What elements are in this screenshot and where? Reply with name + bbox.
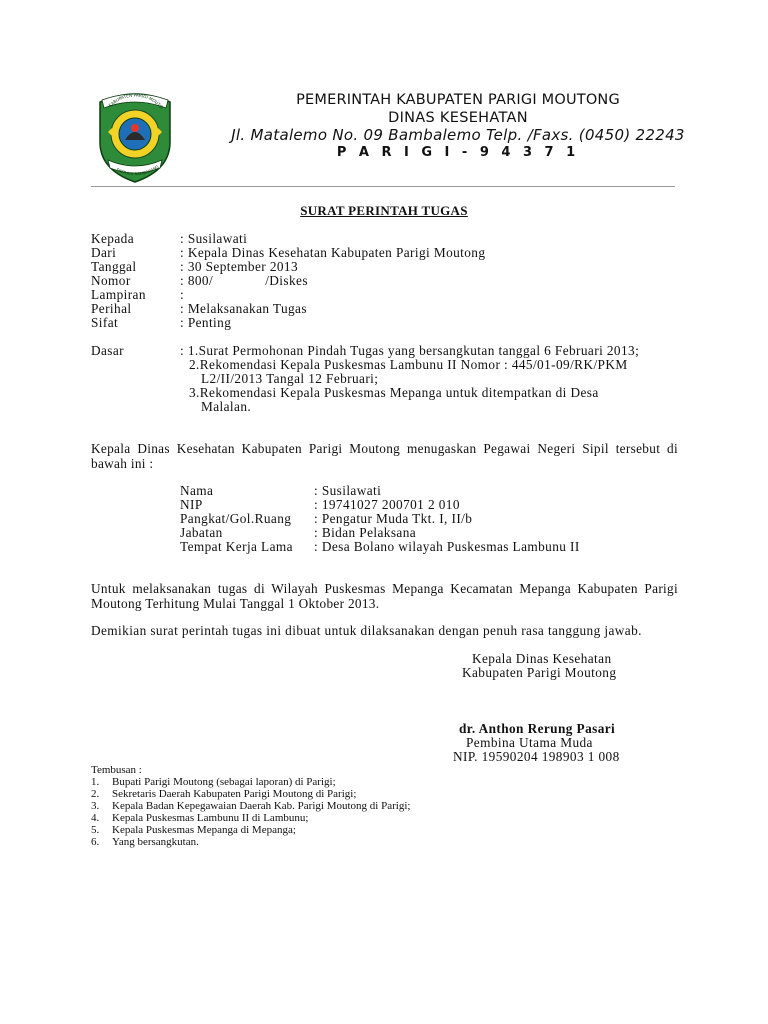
tembusan-item: Sekretaris Daerah Kabupaten Parigi Moutong di Parigi; [112, 788, 357, 800]
dasar-item: L2/II/2013 Tangal 12 Februari; [201, 371, 379, 386]
signer-position: Kepala Dinas Kesehatan [472, 651, 612, 666]
logo-bottom-text: SINTUVU NAMBARANG [115, 163, 160, 177]
header-city: P A R I G I - 9 4 3 7 1 [336, 145, 580, 160]
signer-nip: NIP. 19590204 198903 1 008 [453, 749, 620, 764]
employee-label: NIP [180, 497, 203, 512]
employee-value: : 19741027 200701 2 010 [314, 497, 460, 512]
signer-position-region: Kabupaten Parigi Moutong [462, 665, 617, 680]
field-value: : Melaksanakan Tugas [180, 301, 307, 316]
dasar-item: : 1.Surat Permohonan Pindah Tugas yang bersangkutan tanggal 6 Februari 2013; [180, 343, 640, 358]
field-value: : Susilawati [180, 231, 248, 246]
tembusan-item: Yang bersangkutan. [112, 836, 199, 848]
employee-label: Tempat Kerja Lama [180, 539, 293, 554]
signer-name: dr. Anthon Rerung Pasari [459, 721, 616, 736]
field-value: : [180, 287, 185, 302]
field-label: Tanggal [91, 259, 137, 274]
employee-value: : Pengatur Muda Tkt. I, II/b [314, 511, 473, 526]
logo-top-text: KABUPATEN PARIGI MOUTO [107, 92, 165, 110]
signer-rank: Pembina Utama Muda [466, 735, 593, 750]
dasar-item: 2.Rekomendasi Kepala Puskesmas Lambunu II Nomor : 445/01-09/RK/PKM [189, 357, 628, 372]
tembusan-number: 4. [91, 812, 100, 824]
header-divider [91, 186, 675, 187]
field-label: Kepada [91, 231, 135, 246]
field-value: : Kepala Dinas Kesehatan Kabupaten Parigi Moutong [180, 245, 486, 260]
header-department-name: DINAS KESEHATAN [388, 110, 528, 126]
tembusan-item: Kepala Badan Kepegawaian Daerah Kab. Parigi Moutong di Parigi; [112, 800, 411, 812]
field-label: Nomor [91, 273, 131, 288]
tembusan-item: Kepala Puskesmas Mepanga di Mepanga; [112, 824, 296, 836]
closing-sentence: Demikian surat perintah tugas ini dibuat untuk dilaksanakan dengan penuh rasa tanggung jawab. [91, 623, 642, 638]
field-value: : Penting [180, 315, 232, 330]
tembusan-number: 5. [91, 824, 100, 836]
field-value: : 800/ /Diskes [180, 273, 308, 288]
tembusan-label: Tembusan : [91, 764, 142, 776]
employee-label: Pangkat/Gol.Ruang [180, 511, 292, 526]
field-label: Lampiran [91, 287, 146, 302]
tembusan-number: 2. [91, 788, 100, 800]
tembusan-number: 1. [91, 776, 100, 788]
header-address: Jl. Matalemo No. 09 Bambalemo Telp. /Faxs. (0450) 22243 [231, 126, 685, 144]
employee-label: Nama [180, 483, 214, 498]
dasar-label: Dasar [91, 343, 125, 358]
tembusan-item: Bupati Parigi Moutong (sebagai laporan) di Parigi; [112, 776, 336, 788]
header-government-name: PEMERINTAH KABUPATEN PARIGI MOUTONG [296, 92, 620, 108]
employee-value: : Bidan Pelaksana [314, 525, 417, 540]
tembusan-number: 3. [91, 800, 100, 812]
field-label: Perihal [91, 301, 132, 316]
field-label: Sifat [91, 315, 119, 330]
field-label: Dari [91, 245, 117, 260]
tembusan-item: Kepala Puskesmas Lambunu II di Lambunu; [112, 812, 309, 824]
dasar-item: 3.Rekomendasi Kepala Puskesmas Mepanga untuk ditempatkan di Desa [189, 385, 599, 400]
document-title: SURAT PERINTAH TUGAS [300, 203, 468, 218]
employee-value: : Desa Bolano wilayah Puskesmas Lambunu II [314, 539, 580, 554]
regency-emblem-logo [94, 88, 176, 184]
employee-value: : Susilawati [314, 483, 382, 498]
field-value: : 30 September 2013 [180, 259, 299, 274]
intro-paragraph: Kepala Dinas Kesehatan Kabupaten Parigi Moutong menugaskan Pegawai Negeri Sipil tersebut di bawah ini : [91, 441, 678, 471]
tembusan-number: 6. [91, 836, 100, 848]
dasar-item: Malalan. [201, 399, 252, 414]
purpose-paragraph: Untuk melaksanakan tugas di Wilayah Puskesmas Mepanga Kecamatan Mepanga Kabupaten Parigi Moutong Terhitung Mulai Tanggal 1 Oktober 2013. [91, 581, 678, 611]
employee-label: Jabatan [180, 525, 223, 540]
